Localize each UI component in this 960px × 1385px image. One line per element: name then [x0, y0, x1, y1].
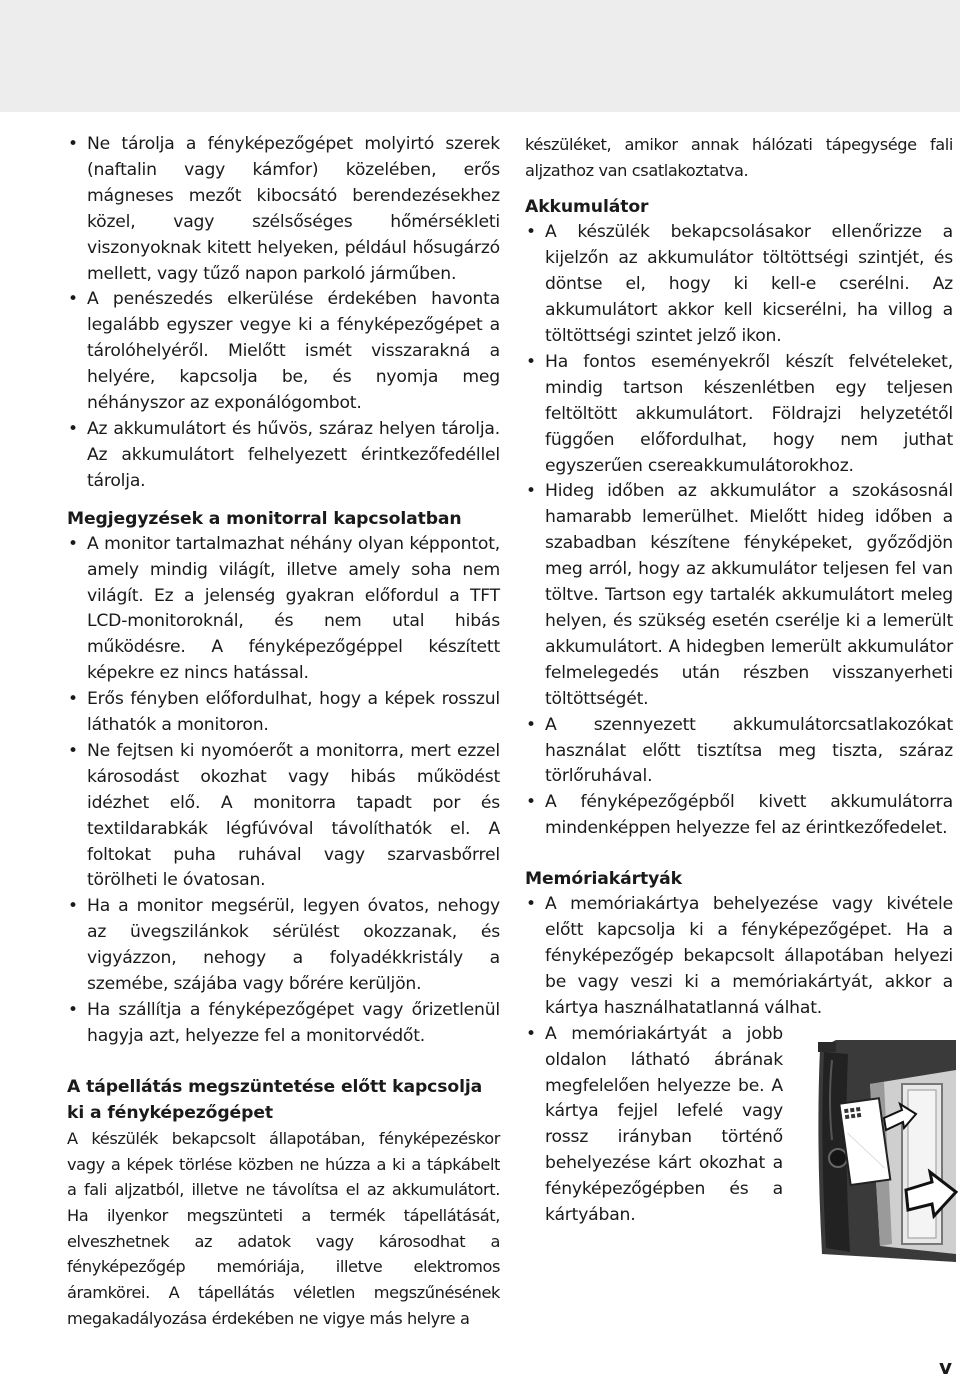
- battery-list: [525, 220, 953, 842]
- power-heading: A tápellátás megszüntetése előtt kapcsolja ki a fényképezőgépet: [67, 1076, 483, 1123]
- list-item: • A penészedés elkerülése érdekében havonta legalább egyszer vegye ki a fényképezőgépet a tárolóhelyéről. Mielőtt ismét visszarakná a helyére, kapcsolja be, és nyomja meg néhányszor az exponálógombot.: [67, 287, 500, 417]
- list-item: • A fényképezőgépből kivett akkumulátorra mindenképpen helyezze fel az érintkezőfedelet.: [525, 790, 953, 842]
- list-item: • Ne tárolja a fényképezőgépet molyirtó szerek (naftalin vagy kámfor) közelében, erős mágneses mezőt kibocsátó berendezésekhez közel, vagy szélsőséges hőmérsékleti viszonyoknak kitett helyeken, például hősugárzó mellett, vagy tűző napon parkoló járműben.: [67, 132, 500, 287]
- continued-paragraph: készüléket, amikor annak hálózati tápegysége fali aljzathoz van csatlakoztatva.: [525, 135, 953, 180]
- power-paragraph: A készülék bekapcsolt állapotában, fényképezéskor vagy a képek törlése közben ne húzza a ki a tápkábelt a fali aljzatból, illetve ne távolítsa el az akkumulátort. Ha ilyenkor megszünteti a termék tápellátását, elveszhetnek az adatok vagy károsodhat a fényképezőgép memóriája, illetve elektromos áramkörei. A tápellátás véletlen megszűnésének megakadályozása érdekében ne vigye más helyre a: [67, 1128, 500, 1328]
- list-item: • Ha szállítja a fényképezőgépet vagy őrizetlenül hagyja azt, helyezze fel a monitorvédőt.: [67, 998, 500, 1050]
- list-item: • Ha fontos eseményekről készít felvételeket, mindig tartson készenlétben egy teljesen feltöltött akkumulátort. Földrajzi helyzetétől függően előfordulhat, hogy nem juthat egyszerűen csereakkumulátorokhoz.: [525, 350, 953, 480]
- list-item: • A memóriakártya behelyezése vagy kivétele előtt kapcsolja ki a fényképezőgépet. Ha a fényképezőgép bekapcsolt állapotában helyezi be vagy veszi ki a memóriakártyát, akkor a kártya használhatatlanná válhat.: [525, 892, 953, 1022]
- memory-card-illustration: [810, 1040, 958, 1262]
- camera-card-slot-icon: [810, 1040, 958, 1262]
- memory-heading: Memóriakártyák: [525, 869, 682, 890]
- left-column: [67, 132, 500, 1331]
- top-gray-band: [0, 0, 960, 112]
- list-item: • Az akkumulátort és hűvös, száraz helyen tárolja. Az akkumulátort felhelyezett érintkezőfedéllel tárolja.: [67, 417, 500, 495]
- page-number: v: [938, 1355, 952, 1379]
- list-item: • Erős fényben előfordulhat, hogy a képek rosszul láthatók a monitoron.: [67, 687, 500, 739]
- storage-list: [67, 132, 500, 495]
- list-item: • Ne fejtsen ki nyomóerőt a monitorra, mert ezzel károsodást okozhat vagy hibás működést idézhet elő. A monitorra tapadt por és textildarabkák légfúvóval távolíthatók el. A foltokat puha ruhával vagy szarvasbőrrel törölheti le óvatosan.: [67, 739, 500, 894]
- monitor-heading: Megjegyzések a monitorral kapcsolatban: [67, 508, 462, 529]
- list-item: • A monitor tartalmazhat néhány olyan képpontot, amely mindig világít, illetve amely soha nem világít. Ez a jelenség gyakran előfordul a TFT LCD-monitoroknál, és nem utal hibás működésre. A fényképezőgéppel készített képekre ez nincs hatással.: [67, 532, 500, 687]
- list-item: • A memóriakártyát a jobb oldalon látható ábrának megfelelően helyezze be. A kártya fejjel lefelé vagy rossz irányban történő behelyezése kárt okozhat a fényképezőgépben és a kártyában.: [525, 1022, 953, 1229]
- monitor-list: [67, 532, 500, 1050]
- list-item: • Hideg időben az akkumulátor a szokásosnál hamarabb lemerülhet. Mielőtt hideg időben a szabadban készítene fényképeket, győződjön meg arról, hogy az akkumulátor teljesen fel van töltve. Tartson egy tartalék akkumulátort meleg helyen, és szükség esetén cserélje ki a lemerült akkumulátort. A hidegben lemerült akkumulátor felmelegedés után részben visszanyerheti töltöttségét.: [525, 479, 953, 712]
- list-item: • Ha a monitor megsérül, legyen óvatos, nehogy az üvegszilánkok sérülést okozzanak, és vigyázzon, nehogy a folyadékkristály a szemébe, szájába vagy bőrére kerüljön.: [67, 894, 500, 998]
- list-item: • A szennyezett akkumulátorcsatlakozókat használat előtt tisztítsa meg tiszta, száraz törlőruhával.: [525, 713, 953, 791]
- battery-heading: Akkumulátor: [525, 197, 649, 218]
- list-item: • A készülék bekapcsolásakor ellenőrizze a kijelzőn az akkumulátor töltöttségi szintjét, és döntse el, hogy ki kell-e cserélni. Az akkumulátort akkor kell kicserélni, ha villog a töltöttségi szintet jelző ikon.: [525, 220, 953, 350]
